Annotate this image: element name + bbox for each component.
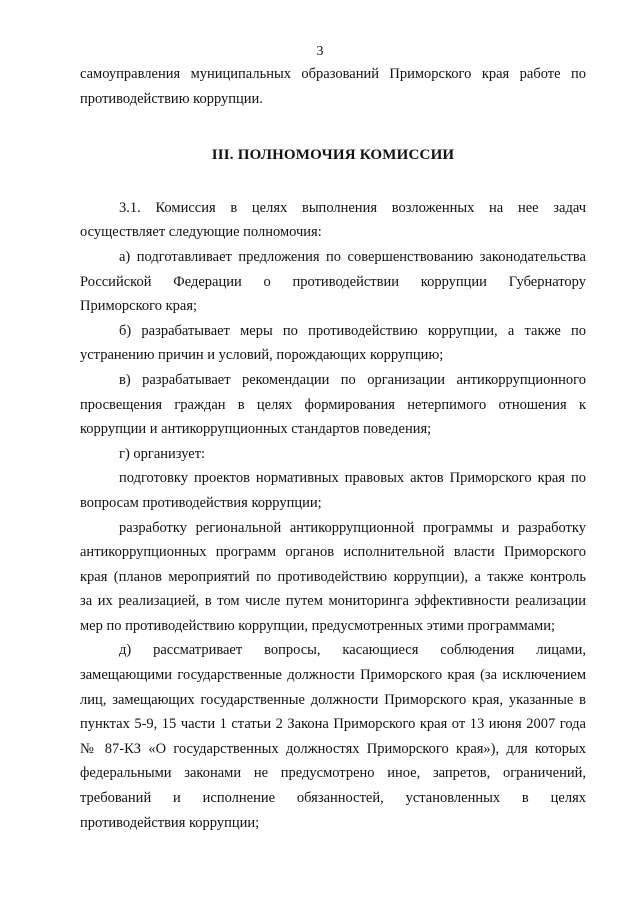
text-line: самоуправления муниципальных образований Приморского края работе по	[80, 66, 586, 82]
text-line: подготовку проектов нормативных правовых актов Приморского края по	[119, 470, 586, 487]
text-line: б) разрабатывает меры по противодействию коррупции, а также по	[119, 322, 586, 339]
text-line: г) организует:	[119, 445, 206, 462]
paragraph-g	[80, 442, 586, 467]
text-line: противодействию коррупции.	[80, 90, 263, 107]
text-line: осуществляет следующие полномочия:	[80, 224, 322, 241]
paragraph-v	[80, 368, 586, 442]
intro-paragraph	[80, 62, 586, 111]
text-line: Российской Федерации о противодействии коррупции Губернатору	[80, 273, 586, 290]
text-line: разработку региональной антикоррупционной программы и разработку	[119, 519, 586, 536]
text-line: замещающими государственные должности Приморского края (за исключением	[80, 667, 586, 684]
text-line: д) рассматривает вопросы, касающиеся соблюдения лицами,	[119, 642, 586, 659]
paragraph-g-2	[80, 516, 586, 639]
section-heading: III. ПОЛНОМОЧИЯ КОМИССИИ	[211, 147, 455, 164]
paragraph-d	[80, 638, 586, 835]
text-line: края (планов мероприятий по противодействию коррупции), а также контроль	[80, 568, 586, 585]
text-line: лиц, замещающих государственные должности Приморского края, указанные в	[80, 691, 586, 708]
paragraph-b	[80, 319, 586, 368]
paragraph-3-1	[80, 196, 586, 245]
text-line: 3.1. Комиссия в целях выполнения возложенных на нее задач	[119, 199, 586, 216]
text-line: мер по противодействию коррупции, предусмотренных этими программами;	[80, 617, 555, 634]
text-line: № 87-КЗ «О государственных должностях Приморского края»), для которых	[80, 740, 586, 757]
text-line: устранению причин и условий, порождающих коррупцию;	[80, 347, 444, 364]
text-line: противодействия коррупции;	[80, 814, 260, 831]
text-line: требований и исполнение обязанностей, установленных в целях	[80, 790, 586, 807]
text-line: Приморского края;	[80, 298, 198, 315]
text-line: коррупции и антикоррупционных стандартов поведения;	[80, 421, 432, 438]
text-line: за их реализацией, в том числе путем мониторинга эффективности реализации	[80, 593, 586, 610]
text-line: просвещения граждан в целях формирования нетерпимого отношения к	[80, 396, 586, 413]
text-line: вопросам противодействия коррупции;	[80, 494, 322, 511]
document-body	[80, 62, 586, 835]
text-line: в) разрабатывает рекомендации по организации антикоррупционного	[119, 371, 586, 388]
paragraph-g-1	[80, 466, 586, 515]
text-line: а) подготавливает предложения по совершенствованию законодательства	[119, 248, 586, 265]
text-line: пунктах 5-9, 15 части 1 статьи 2 Закона Приморского края от 13 июня 2007 года	[80, 716, 586, 733]
text-line: федеральными законами не предусмотрено иное, запретов, ограничений,	[80, 765, 586, 782]
page-number: 3	[316, 44, 324, 59]
paragraph-a	[80, 245, 586, 319]
text-line: антикоррупционных программ органов исполнительной власти Приморского	[80, 544, 586, 561]
